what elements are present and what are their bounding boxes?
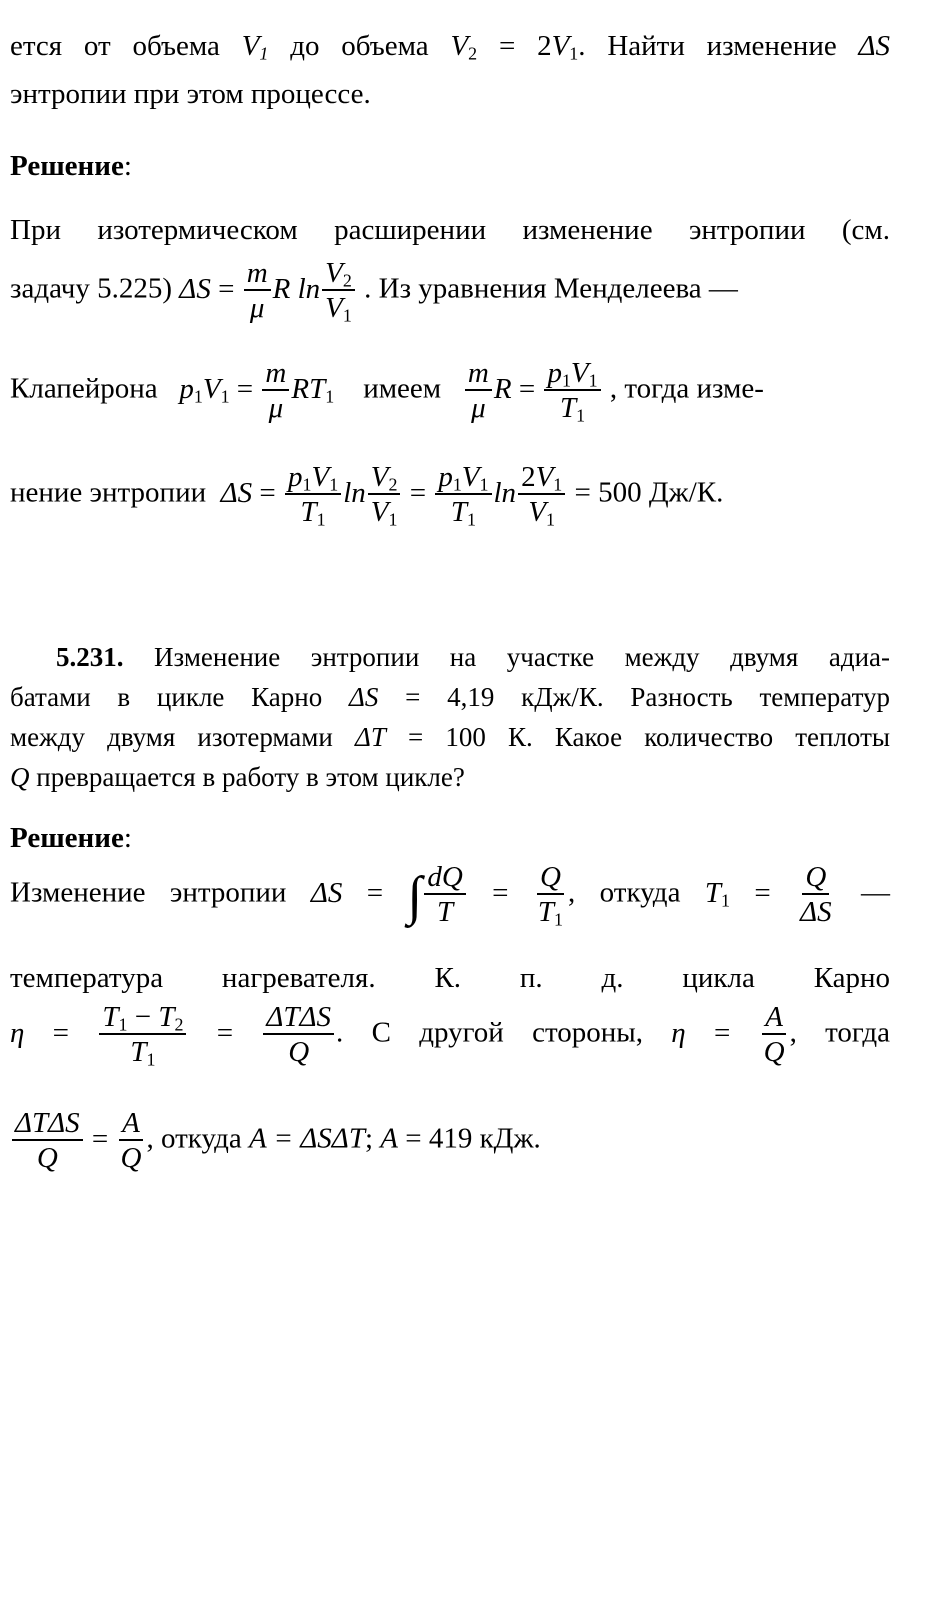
problem-text-line: батами в цикле Карно ΔS = 4,19 кДж/К. Разность температур <box>10 682 891 712</box>
formula: $V_1$ <box>241 30 269 64</box>
formula: ΔS = 4,19 кДж/К. <box>349 682 604 712</box>
substitution-formula: $\frac{m}{\mu}$ R = $\frac{p_1V_1}{T_1}$ <box>463 373 610 405</box>
solution-text-line: задачу 5.225) ΔS = $\frac{m}{\mu}$ R ln $\frac{V_2}{V_1}$ . Из уравнения Менделеева — <box>10 257 738 326</box>
work-result: A = 419 кДж. <box>380 1122 541 1155</box>
solution-text-line: Изменение энтропии ΔS = ∫ $\frac{dQ}{T}$ = $\frac{Q}{T_1}$ , откуда $T_1$ = $\frac{Q}{\Delta S}$ — <box>10 861 891 930</box>
solution-heading: Решение: <box>10 822 132 854</box>
problem-text-line: энтропии при этом процессе. <box>10 78 371 110</box>
efficiency-formula: η = $\frac{T_1 - T_2}{T_1}$ = $\frac{\text{ΔTΔS}}{Q}$ <box>10 1017 336 1049</box>
efficiency-work-formula: η = $\frac{A}{Q}$ <box>671 1001 785 1069</box>
solution-text-line: Клапейрона $p_1V_1$ = $\frac{m}{\mu}$ $RT_1$ имеем $\frac{m}{\mu}$ R = $\frac{p_1V_1}{T_1}$ , тогда изме- <box>10 357 764 426</box>
solution-text-line: температура нагревателя. К. п. д. цикла Карно <box>10 962 891 994</box>
heater-temperature-formula: $T_1$ = $\frac{Q}{\Delta S}$ <box>704 861 832 929</box>
work-equation-formula: $\frac{\text{ΔTΔS}}{Q}$ = $\frac{A}{Q}$ <box>10 1123 146 1155</box>
solution-text-line: $\frac{\text{ΔTΔS}}{Q}$ = $\frac{A}{Q}$ , откуда A = ΔSΔT; A = 419 кДж. <box>10 1108 541 1174</box>
solution-text-line: нение энтропии ΔS = $\frac{p_1V_1}{T_1}$ ln $\frac{V_2}{V_1}$ = $\frac{p_1V_1}{T_1}$ ln $\frac{2V_1}{V_1}$ = 500 Дж/К. <box>10 461 724 530</box>
entropy-formula: ΔS = $\frac{m}{\mu}$ R ln $\frac{V_2}{V_1}$ <box>179 273 364 305</box>
entropy-integral-formula: ΔS = ∫ $\frac{dQ}{T}$ = $\frac{Q}{T_1}$ <box>310 861 564 930</box>
solution-text-line: η = $\frac{T_1 - T_2}{T_1}$ = $\frac{\text{ΔTΔS}}{Q}$ . С другой стороны, η = $\frac{A}{Q}$ , тогда <box>10 1001 890 1070</box>
mendeleev-formula: $p_1V_1$ = $\frac{m}{\mu}$ $RT_1$ <box>179 357 335 425</box>
entropy-result-formula: ΔS = $\frac{p_1V_1}{T_1}$ ln $\frac{V_2}{V_1}$ = $\frac{p_1V_1}{T_1}$ ln $\frac{2V_1}{V_1}$ <box>221 477 575 509</box>
formula: Q <box>10 762 30 792</box>
problem-number: 5.231. <box>56 642 124 672</box>
solution-heading: Решение: <box>10 150 132 182</box>
solution-text-line: При изотермическом расширении изменение энтропии (см. <box>10 214 890 246</box>
formula: $V_2 = 2V_1$. Найти изменение <box>450 30 837 64</box>
problem-text-line: 5.231. Изменение энтропии на участке между двумя адиа- <box>10 642 890 673</box>
formula: ΔT = 100 К. <box>354 722 533 752</box>
problem-text-line: ется от объема $V_1$ до объема $V_2 = 2V_1$. Найти изменение ΔS <box>10 30 891 64</box>
problem-text-line: Q превращается в работу в этом цикле? <box>10 762 465 792</box>
work-formula: A = ΔSΔT <box>249 1122 365 1155</box>
problem-text-line: между двумя изотермами ΔT = 100 К. Какое количество теплоты <box>10 722 891 752</box>
formula: ΔS <box>858 30 891 62</box>
